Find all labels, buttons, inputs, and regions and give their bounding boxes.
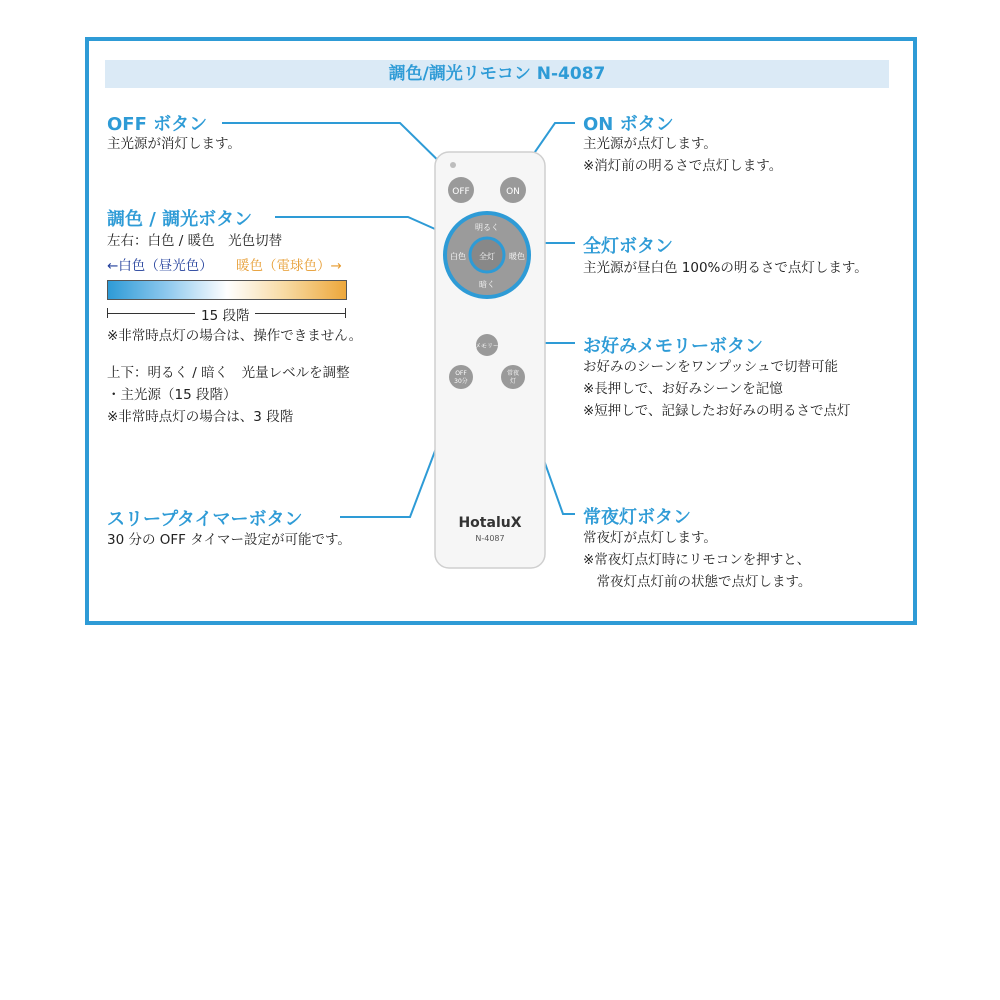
off-button-desc	[107, 133, 241, 155]
color-gradient-bar	[107, 280, 347, 300]
night-light-line: ※常夜灯点灯時にリモコンを押すと、	[583, 552, 811, 568]
sleep-timer-desc	[107, 529, 351, 551]
white-color-label: ←白色（昼光色）	[107, 258, 213, 274]
color-dim-note1: ※非常時点灯の場合は、操作できません。	[107, 328, 363, 344]
memory-button-heading: お好みメモリーボタン	[583, 336, 763, 357]
sleep-timer-heading: スリープタイマーボタン	[107, 509, 303, 530]
color-dim-line3: ・主光源（15 段階）	[107, 387, 237, 403]
on-button-heading: ON ボタン	[583, 114, 674, 135]
night-light-line: 常夜灯点灯前の状態で点灯します。	[583, 574, 812, 590]
remote-night-button	[501, 365, 525, 389]
remote-timer-label-bottom: 30分	[454, 378, 468, 385]
color-dim-heading: 調色 / 調光ボタン	[107, 209, 253, 230]
steps-label: 15 段階	[195, 304, 255, 324]
remote-timer-button	[449, 365, 473, 389]
leader-off	[222, 123, 456, 178]
night-light-line: 常夜灯が点灯します。	[583, 530, 717, 546]
night-light-desc	[583, 527, 811, 593]
color-dim-line1: 左右：白色 / 暖色 光色切替	[107, 233, 283, 249]
color-dim-line2: 上下：明るく / 暗く 光量レベルを調整	[107, 365, 350, 381]
memory-button-line: ※長押しで、お好みシーンを記憶	[583, 381, 783, 397]
memory-button-line: ※短押しで、記録したお好みの明るさで点灯	[583, 403, 851, 419]
on-button-line: 主光源が点灯します。	[583, 136, 717, 152]
off-button-heading: OFF ボタン	[107, 114, 208, 135]
remote-right-label: 暖色	[509, 252, 525, 261]
steps-cap-left	[107, 308, 108, 318]
on-button-line: ※消灯前の明るさで点灯します。	[583, 158, 783, 174]
remote-night-label-bottom: 灯	[509, 378, 517, 385]
remote-left-label: 白色	[450, 252, 466, 261]
page-title: 調色/調光リモコン N-4087	[105, 60, 889, 88]
remote-night-label-top: 常夜	[506, 370, 520, 377]
remote-brand: HotaluX	[458, 515, 522, 531]
remote-center-label: 全灯	[479, 252, 495, 261]
full-button-desc	[583, 257, 868, 279]
memory-button-desc	[583, 356, 851, 422]
remote-timer-label-top: OFF	[455, 370, 467, 377]
warm-color-label: 暖色（電球色）→	[236, 258, 342, 274]
leader-color-dim	[275, 217, 453, 237]
full-button-heading: 全灯ボタン	[583, 236, 673, 257]
night-light-heading: 常夜灯ボタン	[583, 507, 691, 528]
remote-memory-label: メモリー	[474, 343, 500, 350]
remote-model: N-4087	[475, 534, 505, 543]
remote-control	[435, 152, 545, 568]
remote-down-label: 暗く	[479, 280, 495, 289]
indicator-led	[450, 162, 456, 168]
remote-on-label: ON	[506, 187, 520, 197]
on-button-desc	[583, 133, 782, 177]
memory-button-line: お好みのシーンをワンプッシュで切替可能	[583, 359, 839, 375]
full-button-line: 主光源が昼白色 100%の明るさで点灯します。	[583, 260, 868, 276]
off-button-line: 主光源が消灯します。	[107, 136, 241, 152]
remote-up-label: 明るく	[475, 223, 499, 232]
sleep-timer-line: 30 分の OFF タイマー設定が可能です。	[107, 532, 351, 548]
color-dim-note2: ※非常時点灯の場合は、3 段階	[107, 409, 294, 425]
remote-off-label: OFF	[452, 187, 470, 197]
steps-cap-right	[345, 308, 346, 318]
